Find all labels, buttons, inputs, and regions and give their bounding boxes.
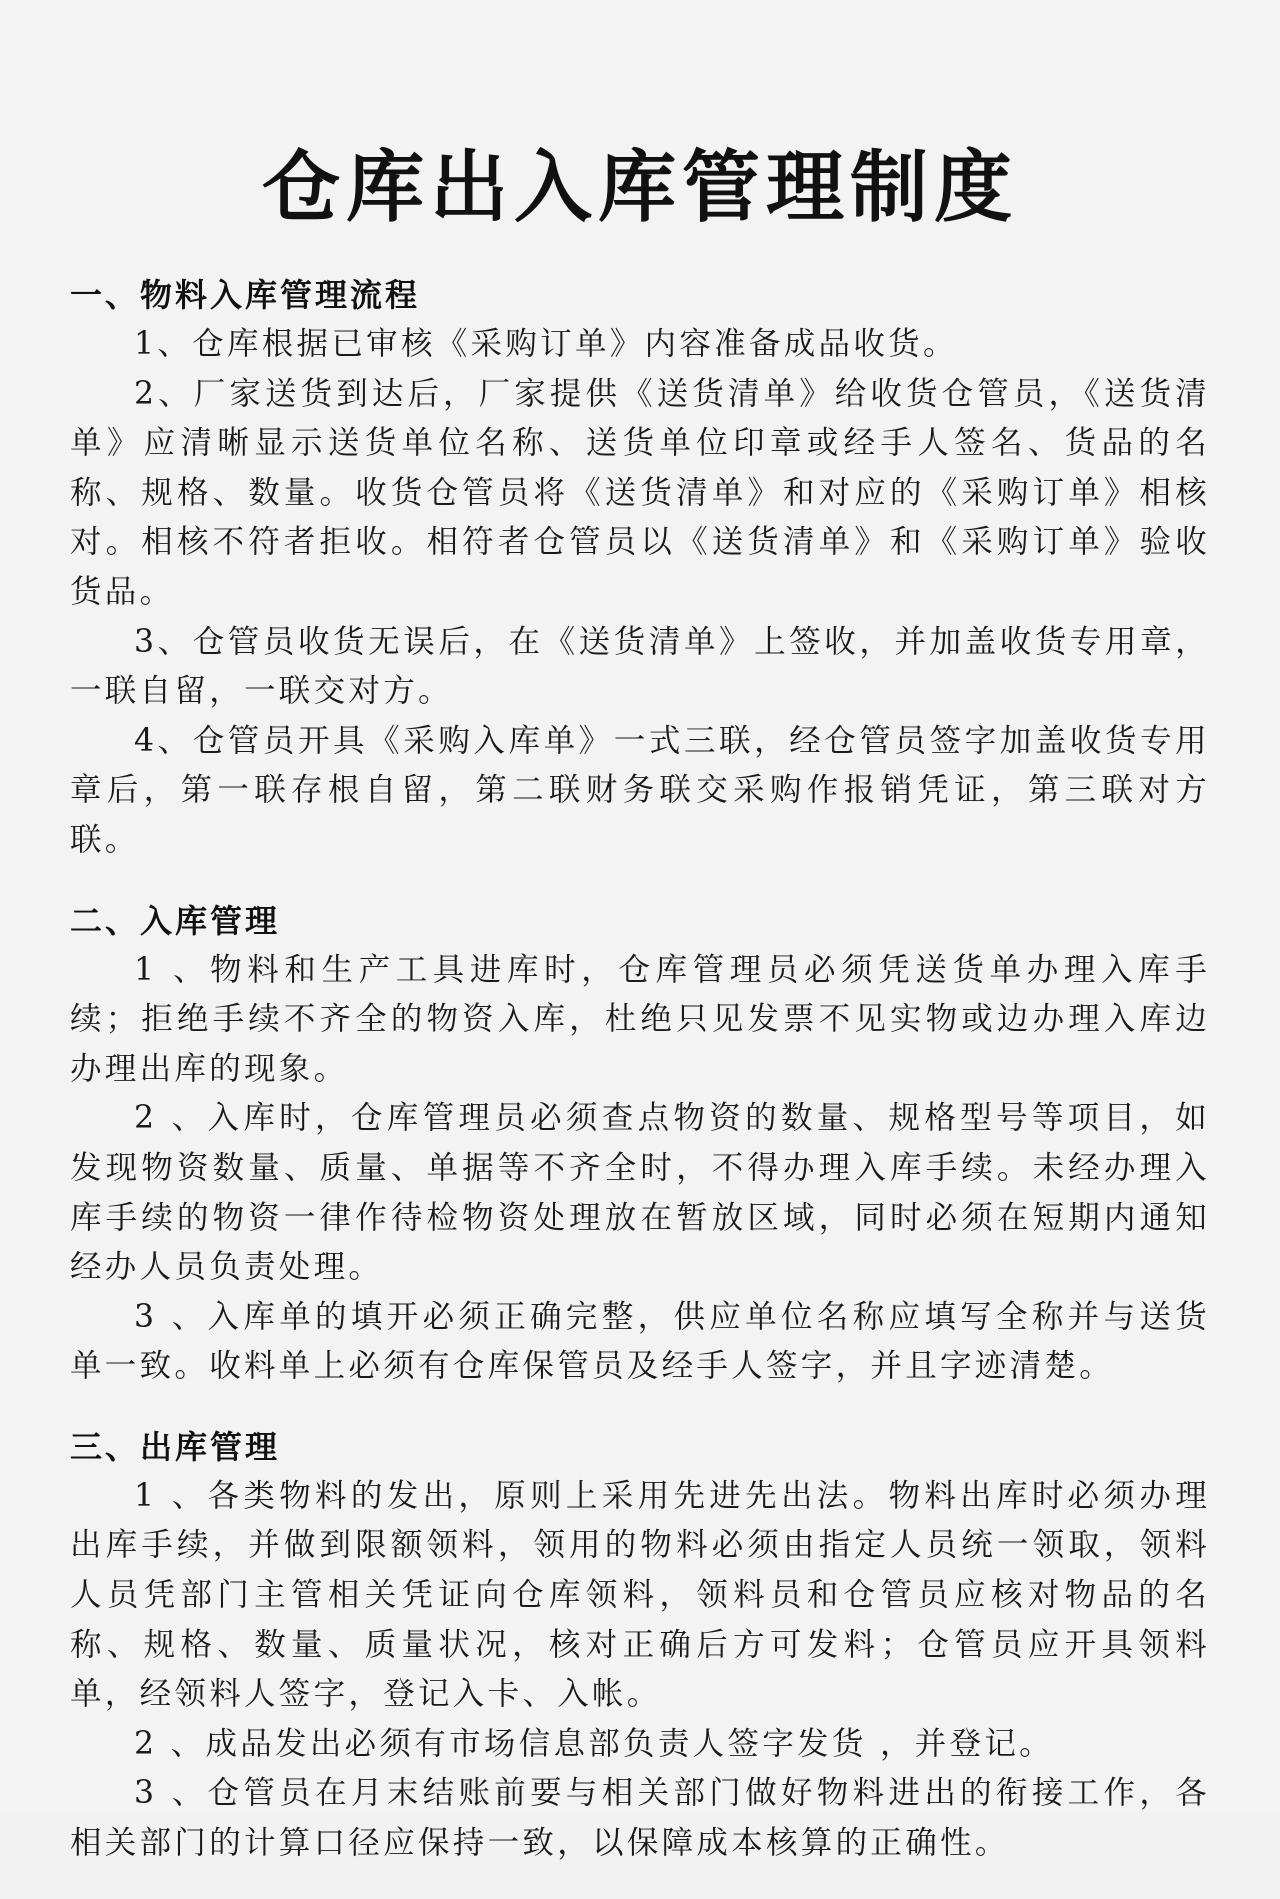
paragraph: 3、仓管员收货无误后，在《送货清单》上签收，并加盖收货专用章，一联自留，一联交对方。 (70, 623, 1210, 710)
document-body (70, 270, 1210, 1899)
paragraph: 2 、成品发出必须有市场信息部负责人签字发货 ，并登记。 (134, 1725, 1054, 1762)
paragraph: 1、仓库根据已审核《采购订单》内容准备成品收货。 (134, 326, 958, 362)
section-heading: 一、物料入库管理流程 (70, 276, 421, 314)
section-inbound-management (70, 896, 1210, 1392)
paragraph: 2、厂家送货到达后，厂家提供《送货清单》给收货仓管员，《送货清单》应清晰显示送货单位名称、送货单位印章或经手人签名、货品的名称、规格、数量。收货仓管员将《送货清单》和对应的《采购订单》相核对。相核不符者拒收。相符者仓管员以《送货清单》和《采购订单》验收货品。 (70, 375, 1210, 610)
section-heading: 二、入库管理 (70, 901, 281, 940)
section-outbound-management (70, 1422, 1210, 1869)
document-title: 仓库出入库管理制度 (261, 143, 1018, 234)
paragraph: 4、仓管员开具《采购入库单》一式三联，经仓管员签字加盖收货专用章后，第一联存根自留，第二联财务联交采购作报销凭证，第三联对方联。 (70, 722, 1210, 858)
paragraph: 2 、入库时，仓库管理员必须查点物资的数量、规格型号等项目，如发现物资数量、质量、单据等不齐全时，不得办理入库手续。未经办理入库手续的物资一律作待检物资处理放在暂放区域，同时必须在短期内通知经办人员负责处理。 (70, 1100, 1210, 1286)
paragraph: 1 、各类物料的发出，原则上采用先进先出法。物料出库时必须办理出库手续，并做到限额领料，领用的物料必须由指定人员统一领取，领料人员凭部门主管相关凭证向仓库领料，领料员和仓管员应核对物品的名称、规格、数量、质量状况，核对正确后方可发料；仓管员应开具领料单，经领料人签字，登记入卡、入帐。 (70, 1477, 1210, 1713)
section-inbound-process (70, 270, 1210, 866)
paragraph: 3 、入库单的填开必须正确完整，供应单位名称应填写全称并与送货单一致。收料单上必须有仓库保管员及经手人签字，并且字迹清楚。 (70, 1298, 1210, 1385)
paragraph: 3 、仓管员在月末结账前要与相关部门做好物料进出的衔接工作，各相关部门的计算口径应保持一致，以保障成本核算的正确性。 (70, 1775, 1210, 1862)
paragraph: 1 、物料和生产工具进库时，仓库管理员必须凭送货单办理入库手续；拒绝手续不齐全的物资入库，杜绝只见发票不见实物或边办理入库边办理出库的现象。 (70, 951, 1210, 1087)
section-heading: 三、出库管理 (70, 1427, 281, 1466)
